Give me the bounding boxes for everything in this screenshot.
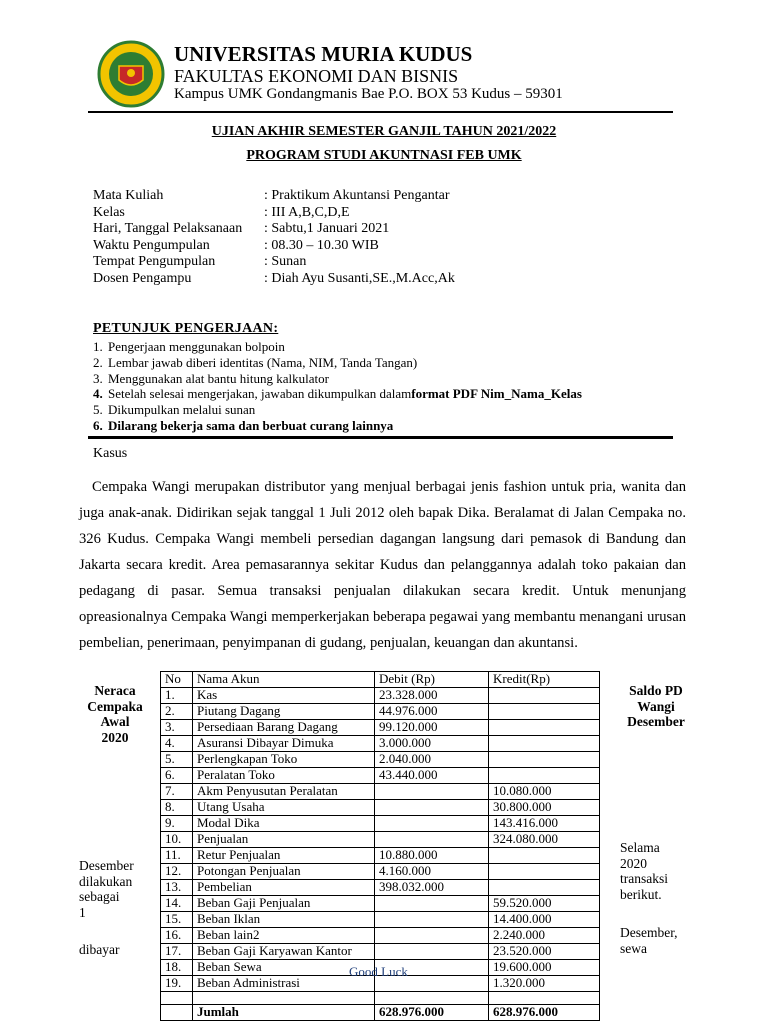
exam-info — [93, 188, 455, 287]
row-no: 11. — [161, 848, 193, 864]
table-row — [161, 704, 600, 720]
info-row — [93, 254, 455, 271]
account-name: Utang Usaha — [193, 800, 375, 816]
credit-value — [489, 880, 600, 896]
debit-value: 23.328.000 — [375, 688, 489, 704]
row-no: 18. — [161, 960, 193, 976]
credit-value — [489, 736, 600, 752]
info-value: : Diah Ayu Susanti,SE.,M.Acc,Ak — [264, 270, 455, 286]
info-value: : Praktikum Akuntansi Pengantar — [264, 188, 450, 203]
row-no: 1. — [161, 688, 193, 704]
left-heading — [80, 683, 150, 745]
info-label: Waktu Pengumpulan — [93, 237, 210, 253]
credit-value: 143.416.000 — [489, 816, 600, 832]
debit-value — [375, 816, 489, 832]
debit-value: 4.160.000 — [375, 864, 489, 880]
header-divider — [88, 111, 673, 113]
header-account: Nama Akun — [193, 672, 375, 688]
instruction-item — [93, 371, 582, 387]
account-name: Penjualan — [193, 832, 375, 848]
left-heading-line: Cempaka — [87, 698, 143, 714]
right-note-line: 2020 — [620, 855, 647, 871]
info-label: Mata Kuliah — [93, 188, 164, 203]
credit-value — [489, 864, 600, 880]
row-no: 9. — [161, 816, 193, 832]
exam-title: UJIAN AKHIR SEMESTER GANJIL TAHUN 2021/2022 — [211, 124, 557, 139]
instruction-number: 3. — [93, 370, 103, 386]
table-body — [161, 688, 600, 992]
row-no: 19. — [161, 976, 193, 992]
account-name: Kas — [193, 688, 375, 704]
info-value: : III A,B,C,D,E — [264, 204, 350, 220]
table-row — [161, 864, 600, 880]
info-row — [93, 205, 455, 222]
right-note-line: sewa — [620, 940, 647, 956]
table-row — [161, 896, 600, 912]
right-note-extra — [620, 925, 678, 956]
instruction-text: Pengerjaan menggunakan bolpoin — [108, 339, 285, 354]
row-no: 10. — [161, 832, 193, 848]
right-heading-line: Saldo PD — [629, 683, 683, 698]
right-note-line: Selama — [620, 840, 660, 855]
account-name: Beban Administrasi — [193, 976, 375, 992]
debit-value — [375, 896, 489, 912]
credit-value: 19.600.000 — [489, 960, 600, 976]
debit-value: 99.120.000 — [375, 720, 489, 736]
instruction-text: Dikumpulkan melalui sunan — [108, 402, 256, 418]
header-no: No — [161, 672, 193, 688]
instruction-item — [93, 355, 582, 371]
table-row — [161, 752, 600, 768]
right-note-line: transaksi — [620, 871, 668, 886]
account-name: Asuransi Dibayar Dimuka — [193, 736, 375, 752]
row-no: 12. — [161, 864, 193, 880]
left-note-extra: dibayar — [79, 942, 120, 957]
instruction-item — [93, 339, 582, 355]
account-name: Persediaan Barang Dagang — [193, 720, 375, 736]
table-row — [161, 928, 600, 944]
row-no: 6. — [161, 768, 193, 784]
account-name: Akm Penyusutan Peralatan — [193, 784, 375, 800]
university-logo — [97, 40, 165, 108]
row-no: 13. — [161, 880, 193, 896]
account-name: Piutang Dagang — [193, 704, 375, 720]
left-note-line: Desember — [79, 858, 134, 873]
instruction-number: 1. — [93, 339, 103, 354]
info-label: Hari, Tanggal Pelaksanaan — [93, 221, 243, 236]
account-name: Beban Sewa — [193, 960, 375, 976]
table-row — [161, 688, 600, 704]
left-heading-line: Neraca — [94, 683, 136, 698]
instruction-item — [93, 418, 582, 434]
credit-value — [489, 848, 600, 864]
info-label: Kelas — [93, 204, 125, 220]
credit-value: 14.400.000 — [489, 912, 600, 928]
row-no: 16. — [161, 928, 193, 944]
total-cell — [161, 1005, 193, 1021]
debit-value: 10.880.000 — [375, 848, 489, 864]
credit-value: 10.080.000 — [489, 784, 600, 800]
credit-value — [489, 688, 600, 704]
credit-value: 30.800.000 — [489, 800, 600, 816]
table-row — [161, 832, 600, 848]
case-paragraph — [79, 474, 686, 656]
total-label: Jumlah — [193, 1005, 375, 1021]
info-row — [93, 221, 455, 238]
table-row — [161, 720, 600, 736]
instruction-item — [93, 386, 582, 402]
account-name: Beban lain2 — [193, 928, 375, 944]
right-note-line: berikut. — [620, 886, 662, 902]
info-row — [93, 188, 455, 205]
header-debit: Debit (Rp) — [375, 672, 489, 688]
credit-value — [489, 768, 600, 784]
account-name: Potongan Penjualan — [193, 864, 375, 880]
header-credit: Kredit(Rp) — [489, 672, 600, 688]
credit-value: 324.080.000 — [489, 832, 600, 848]
credit-value: 1.320.000 — [489, 976, 600, 992]
program-title: PROGRAM STUDI AKUNTNASI FEB UMK — [246, 148, 522, 163]
row-no: 4. — [161, 736, 193, 752]
table-header-row — [161, 672, 600, 688]
debit-value: 44.976.000 — [375, 704, 489, 720]
row-no: 5. — [161, 752, 193, 768]
debit-value — [375, 800, 489, 816]
debit-value: 3.000.000 — [375, 736, 489, 752]
debit-value: 43.440.000 — [375, 768, 489, 784]
instructions-list — [93, 339, 582, 434]
right-note-text — [620, 840, 668, 902]
debit-value — [375, 944, 489, 960]
instruction-text: Setelah selesai mengerjakan, jawaban dikumpulkan dalam — [108, 386, 412, 402]
account-name: Modal Dika — [193, 816, 375, 832]
debit-value — [375, 784, 489, 800]
row-no: 14. — [161, 896, 193, 912]
account-name: Beban Iklan — [193, 912, 375, 928]
table-row — [161, 816, 600, 832]
instruction-bold-text: format PDF Nim_Nama_Kelas — [411, 386, 582, 402]
account-name: Peralatan Toko — [193, 768, 375, 784]
info-value: : 08.30 – 10.30 WIB — [264, 237, 379, 253]
account-name: Retur Penjualan — [193, 848, 375, 864]
info-value: : Sabtu,1 Januari 2021 — [264, 221, 390, 236]
instruction-text: Dilarang bekerja sama dan berbuat curang lainnya — [108, 417, 394, 433]
table-total-row — [161, 1005, 600, 1021]
right-heading-line: Wangi — [637, 698, 675, 714]
info-label: Tempat Pengumpulan — [93, 254, 216, 269]
table-row — [161, 848, 600, 864]
credit-value — [489, 720, 600, 736]
account-name: Perlengkapan Toko — [193, 752, 375, 768]
table-row — [161, 800, 600, 816]
table-row — [161, 944, 600, 960]
debit-value — [375, 928, 489, 944]
info-row — [93, 238, 455, 255]
left-note-line: sebagai — [79, 889, 120, 904]
right-note-line: Desember, — [620, 925, 678, 940]
instruction-number: 2. — [93, 354, 103, 370]
credit-value: 59.520.000 — [489, 896, 600, 912]
left-heading-line: Awal — [100, 714, 130, 729]
debit-value — [375, 912, 489, 928]
right-heading-line: Desember — [627, 714, 685, 729]
faculty-name: FAKULTAS EKONOMI DAN BISNIS — [174, 66, 459, 86]
table-row — [161, 880, 600, 896]
total-credit: 628.976.000 — [489, 1005, 600, 1021]
case-label: Kasus — [93, 446, 128, 461]
left-heading-line: 2020 — [101, 729, 129, 745]
row-no: 8. — [161, 800, 193, 816]
table-row — [161, 736, 600, 752]
account-name: Beban Gaji Penjualan — [193, 896, 375, 912]
row-no: 7. — [161, 784, 193, 800]
debit-value: 398.032.000 — [375, 880, 489, 896]
info-row — [93, 271, 455, 288]
total-debit: 628.976.000 — [375, 1005, 489, 1021]
instruction-number: 5. — [93, 402, 103, 418]
left-note-line: dilakukan — [79, 873, 133, 889]
credit-value: 2.240.000 — [489, 928, 600, 944]
info-value: : Sunan — [264, 254, 307, 269]
account-name: Pembelian — [193, 880, 375, 896]
university-name: UNIVERSITAS MURIA KUDUS — [174, 42, 473, 66]
left-note-line: 1 — [79, 904, 86, 920]
good-luck-text: Good Luck — [349, 964, 408, 979]
info-label: Dosen Pengampu — [93, 270, 192, 286]
table-row — [161, 784, 600, 800]
instruction-item — [93, 402, 582, 418]
debit-value — [375, 832, 489, 848]
instruction-text: Menggunakan alat bantu hitung kalkulator — [108, 370, 329, 386]
row-no: 3. — [161, 720, 193, 736]
table-row — [161, 912, 600, 928]
credit-value — [489, 704, 600, 720]
instructions-divider — [88, 436, 673, 439]
row-no: 2. — [161, 704, 193, 720]
instruction-number: 6. — [93, 417, 103, 433]
right-heading — [616, 683, 696, 730]
instructions-title: PETUNJUK PENGERJAAN: — [93, 321, 279, 336]
row-no: 15. — [161, 912, 193, 928]
instruction-number: 4. — [93, 386, 103, 402]
instruction-text: Lembar jawab diberi identitas (Nama, NIM, Tanda Tangan) — [108, 354, 418, 370]
row-no: 17. — [161, 944, 193, 960]
account-name: Beban Gaji Karyawan Kantor — [193, 944, 375, 960]
debit-value: 2.040.000 — [375, 752, 489, 768]
campus-address: Kampus UMK Gondangmanis Bae P.O. BOX 53 Kudus – 59301 — [174, 86, 563, 102]
left-note-text — [79, 858, 134, 920]
table-row — [161, 768, 600, 784]
table-row-blank — [161, 992, 600, 1005]
credit-value: 23.520.000 — [489, 944, 600, 960]
credit-value — [489, 752, 600, 768]
case-text: Cempaka Wangi merupakan distributor yang menjual berbagai jenis fashion untuk pria, wanita dan juga anak-anak. Didirikan sejak tanggal 1 Juli 2012 oleh bapak Dika. Beralamat di Jalan Cempaka no. 326 Kudus. Cempaka Wangi membeli persedian dagangan langsung dari pemasok di Bandung dan Jakarta secara kredit. Area pemasarannya sekitar Kudus dan pelanggannya adalah toko pakaian dan pedagang di pasar. Semua transaksi penjualan dilakukan secara kredit. Untuk menunjang opreasionalnya Cempaka Wangi memperkerjakan beberapa pegawai yang membantu menangani urusan pembelian, penerimaan, penyimpanan di gudang, penjualan, keuangan dan akuntansi. — [79, 479, 686, 651]
